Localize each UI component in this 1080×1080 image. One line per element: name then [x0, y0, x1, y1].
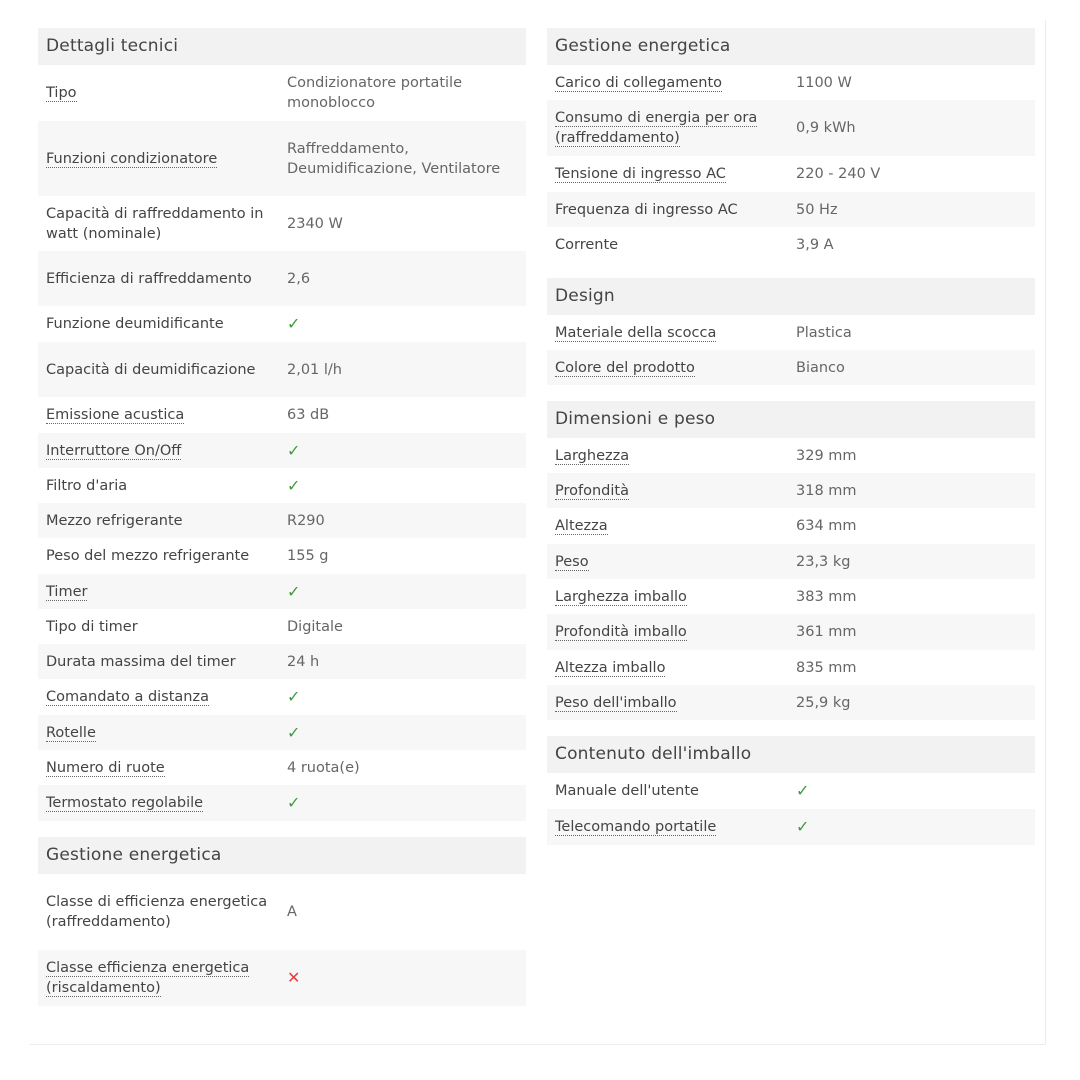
spec-label[interactable] [547, 622, 789, 642]
spec-value: 63 dB [287, 407, 330, 423]
left-spec-column [38, 28, 526, 1022]
spec-row-filtro-d-aria [38, 468, 526, 503]
spec-label[interactable] [38, 582, 280, 602]
spec-value: 4 ruota(e) [287, 759, 360, 776]
spec-label-text[interactable]: Interruttore On/Off [46, 442, 182, 459]
section-title: Contenuto dell'imballo [547, 736, 1035, 773]
spec-value: 383 mm [796, 588, 857, 605]
spec-label [38, 476, 280, 496]
spec-row-consumo-di-energia-per-ora-raffreddamento [547, 100, 1035, 156]
spec-label[interactable] [547, 693, 789, 713]
spec-label-text[interactable]: Telecomando portatile [555, 819, 717, 835]
spec-value: 2340 W [287, 215, 343, 232]
spec-row-corrente [547, 227, 1035, 262]
section-contenuto-dell-imballo [547, 736, 1035, 845]
spec-label[interactable] [547, 446, 789, 466]
spec-label-text[interactable]: Colore del prodotto [555, 359, 695, 376]
spec-label-text[interactable]: Altezza [555, 518, 608, 534]
spec-label [38, 617, 280, 637]
spec-label-text: Durata massima del timer [46, 653, 236, 670]
spec-row-peso [547, 544, 1035, 579]
spec-label [547, 781, 789, 801]
spec-label-text: Mezzo refrigerante [46, 512, 183, 529]
section-title: Dimensioni e peso [547, 401, 1035, 438]
spec-row-comandato-a-distanza [38, 679, 526, 715]
spec-row-profondita [547, 473, 1035, 508]
spec-label-text: Classe di efficienza energetica (raffreddamento) [46, 894, 268, 930]
spec-label-text[interactable]: Carico di collegamento [555, 74, 722, 91]
spec-row-profondita-imballo [547, 614, 1035, 650]
spec-row-emissione-acustica [38, 397, 526, 433]
spec-value: R290 [287, 512, 325, 529]
spec-label-text: Funzione deumidificante [46, 316, 224, 332]
check-icon: ✓ [796, 817, 810, 836]
spec-value: Digitale [287, 618, 343, 635]
spec-row-colore-del-prodotto [547, 350, 1035, 385]
spec-label-text[interactable]: Peso dell'imballo [555, 694, 677, 711]
spec-label [38, 511, 280, 531]
spec-label-text[interactable]: Emissione acustica [46, 407, 185, 423]
spec-row-altezza [547, 508, 1035, 544]
spec-label[interactable] [38, 441, 280, 461]
spec-label-text[interactable]: Timer [46, 583, 88, 600]
right-spec-column [547, 28, 1035, 861]
spec-value: 155 g [287, 548, 329, 564]
spec-row-funzioni-condizionatore [38, 121, 526, 196]
section-title: Design [547, 278, 1035, 315]
spec-row-tensione-di-ingresso-ac [547, 156, 1035, 192]
spec-row-rotelle [38, 715, 526, 750]
spec-label[interactable] [547, 552, 789, 572]
section-title: Gestione energetica [38, 837, 526, 874]
spec-value: 634 mm [796, 518, 857, 534]
spec-value: 23,3 kg [796, 553, 851, 570]
spec-label-text[interactable]: Altezza imballo [555, 659, 666, 676]
spec-label-text: Filtro d'aria [46, 477, 128, 494]
spec-value: 318 mm [796, 482, 857, 499]
spec-label-text[interactable]: Tipo [46, 85, 77, 101]
check-icon: ✓ [287, 793, 301, 812]
spec-label[interactable] [547, 73, 789, 93]
spec-label-text: Efficienza di raffreddamento [46, 270, 252, 287]
spec-value: 50 Hz [796, 201, 838, 218]
spec-value: 0,9 kWh [796, 120, 856, 136]
spec-label-text[interactable]: Profondità [555, 482, 629, 499]
spec-row-efficienza-di-raffreddamento [38, 251, 526, 306]
spec-row-frequenza-di-ingresso-ac [547, 192, 1035, 227]
spec-row-numero-di-ruote [38, 750, 526, 785]
spec-value: 24 h [287, 653, 320, 670]
spec-row-altezza-imballo [547, 650, 1035, 685]
spec-label[interactable] [38, 687, 280, 707]
spec-label-text[interactable]: Materiale della scocca [555, 324, 717, 341]
spec-row-peso-dell-imballo [547, 685, 1035, 720]
spec-row-materiale-della-scocca [547, 315, 1035, 350]
spec-label [38, 204, 280, 244]
spec-label-text: Manuale dell'utente [555, 783, 699, 799]
spec-label[interactable] [547, 108, 789, 148]
spec-label-text[interactable]: Peso [555, 553, 589, 570]
spec-label [38, 314, 280, 334]
spec-label[interactable] [38, 958, 280, 998]
spec-label-text: Capacità di raffreddamento in watt (nominale) [46, 205, 264, 242]
check-icon: ✓ [287, 581, 301, 601]
spec-label[interactable] [38, 793, 280, 813]
spec-label[interactable] [547, 658, 789, 678]
check-icon: ✓ [287, 475, 301, 495]
check-icon: ✓ [287, 314, 301, 333]
spec-label-text[interactable]: Tensione di ingresso AC [555, 166, 726, 182]
spec-value: Condizionatore portatile monoblocco [287, 75, 463, 111]
spec-row-manuale-dell-utente [547, 773, 1035, 809]
spec-value: A [287, 904, 297, 920]
spec-label[interactable] [547, 481, 789, 501]
spec-label [38, 269, 280, 289]
spec-label-text[interactable]: Funzioni condizionatore [46, 150, 218, 167]
spec-row-telecomando-portatile [547, 809, 1035, 845]
spec-label [38, 546, 280, 566]
spec-value: 220 - 240 V [796, 166, 881, 182]
spec-value: 3,9 A [796, 236, 834, 253]
spec-label[interactable] [38, 83, 280, 103]
section-gestione-energetica [547, 28, 1035, 262]
spec-label[interactable] [38, 758, 280, 778]
spec-row-classe-di-efficienza-energetica-raffreddamento [38, 874, 526, 950]
spec-row-peso-del-mezzo-refrigerante [38, 538, 526, 574]
spec-value: 361 mm [796, 624, 857, 640]
spec-label-text[interactable]: Comandato a distanza [46, 689, 209, 705]
spec-row-tipo-di-timer [38, 609, 526, 644]
spec-row-larghezza [547, 438, 1035, 473]
spec-row-capacita-di-deumidificazione [38, 342, 526, 397]
spec-value: Plastica [796, 324, 852, 341]
spec-label[interactable] [38, 149, 280, 169]
spec-value: 25,9 kg [796, 694, 851, 711]
section-dettagli-tecnici [38, 28, 526, 821]
spec-value: 2,01 l/h [287, 361, 342, 378]
check-icon: ✓ [796, 781, 810, 800]
spec-label-text[interactable]: Larghezza imballo [555, 588, 687, 605]
spec-label[interactable] [38, 405, 280, 425]
check-icon: ✓ [287, 440, 301, 460]
spec-value: 835 mm [796, 659, 857, 676]
spec-row-classe-efficienza-energetica-riscaldamento [38, 950, 526, 1006]
spec-label-text: Tipo di timer [46, 618, 138, 635]
spec-row-mezzo-refrigerante [38, 503, 526, 538]
spec-label-text[interactable]: Rotelle [46, 724, 96, 741]
spec-label [547, 200, 789, 220]
spec-label-text[interactable]: Numero di ruote [46, 759, 165, 776]
spec-label [38, 360, 280, 380]
spec-row-carico-di-collegamento [547, 65, 1035, 100]
spec-row-funzione-deumidificante [38, 306, 526, 342]
spec-label [38, 652, 280, 672]
spec-label[interactable] [547, 323, 789, 343]
spec-label-text[interactable]: Classe efficienza energetica (riscaldamento) [46, 960, 250, 996]
section-dimensioni-e-peso [547, 401, 1035, 720]
spec-row-tipo [38, 65, 526, 121]
spec-label-text[interactable]: Profondità imballo [555, 624, 687, 640]
spec-row-capacita-di-raffreddamento-in-watt-nominale [38, 196, 526, 251]
spec-value: 329 mm [796, 447, 857, 464]
spec-label-text[interactable]: Termostato regolabile [46, 795, 204, 811]
spec-row-termostato-regolabile [38, 785, 526, 821]
section-design [547, 278, 1035, 385]
spec-value: Bianco [796, 359, 845, 376]
spec-row-larghezza-imballo [547, 579, 1035, 614]
spec-label[interactable] [547, 587, 789, 607]
spec-label[interactable] [547, 358, 789, 378]
spec-row-interruttore-on-off [38, 433, 526, 468]
spec-value: 2,6 [287, 270, 311, 287]
spec-label-text[interactable]: Consumo di energia per ora (raffreddamento) [555, 110, 758, 146]
spec-label [38, 892, 280, 932]
section-title: Dettagli tecnici [38, 28, 526, 65]
spec-label-text: Capacità di deumidificazione [46, 361, 256, 378]
spec-value: 1100 W [796, 74, 852, 91]
spec-label[interactable] [547, 164, 789, 184]
check-icon: ✓ [287, 722, 301, 742]
spec-label-text: Frequenza di ingresso AC [555, 201, 738, 218]
cross-icon: ✕ [287, 968, 301, 987]
check-icon: ✓ [287, 687, 301, 706]
spec-label[interactable] [547, 817, 789, 837]
spec-label-text: Corrente [555, 236, 619, 253]
spec-label-text: Peso del mezzo refrigerante [46, 548, 250, 564]
spec-label [547, 235, 789, 255]
section-gestione-energetica [38, 837, 526, 1006]
spec-label-text[interactable]: Larghezza [555, 447, 630, 464]
spec-value: Raffreddamento, Deumidificazione, Ventilatore [287, 140, 501, 177]
spec-label[interactable] [38, 723, 280, 743]
spec-label[interactable] [547, 516, 789, 536]
spec-row-timer [38, 574, 526, 609]
spec-row-durata-massima-del-timer [38, 644, 526, 679]
section-title: Gestione energetica [547, 28, 1035, 65]
